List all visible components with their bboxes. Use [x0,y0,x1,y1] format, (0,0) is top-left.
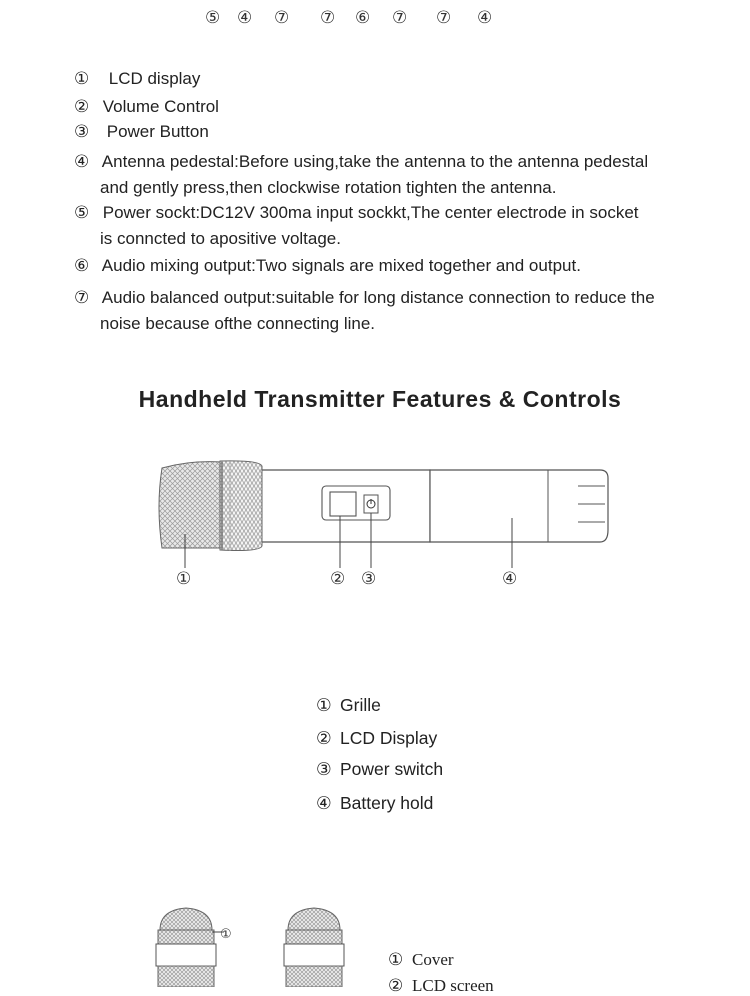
legend-item [388,976,494,996]
receiver-callout-row [0,8,750,32]
legend-item [74,94,219,120]
legend-item [316,793,433,814]
legend-text: Grille [340,695,381,715]
mic-callout-battery: ④ [502,569,518,589]
legend-item [74,119,209,145]
legend-item [74,285,655,337]
legend-text: Power sockt:DC12V 300ma input sockkt,The center electrode in socket [102,203,639,222]
callout-number: ⑦ [320,8,336,28]
legend-text: LCD display [108,69,201,88]
legend-item [316,695,381,716]
legend-text: Cover [412,950,454,969]
legend-item [388,950,454,970]
legend-item [316,759,443,780]
legend-item [316,728,437,749]
legend-text: Volume Control [102,97,219,116]
callout-number: ④ [237,8,253,28]
legend-number: ③ [316,760,332,780]
handheld-mic-diagram [150,456,620,596]
legend-number: ⑦ [74,288,90,308]
legend-item [74,149,648,201]
callout-number: ⑦ [274,8,290,28]
legend-item [74,200,639,252]
legend-text-continued: is conncted to apositive voltage. [100,229,341,248]
legend-number: ⑥ [74,256,90,276]
legend-number: ② [74,97,90,117]
legend-text: Audio balanced output:suitable for long distance connection to reduce the [101,288,655,307]
callout-number: ⑦ [436,8,452,28]
mic-heads-diagram [150,900,390,987]
callout-number: ⑤ [205,8,221,28]
legend-number: ② [316,729,332,749]
small-mic-callout: ① [220,927,232,942]
legend-number: ① [74,69,90,89]
legend-text-continued: and gently press,then clockwise rotation tighten the antenna. [100,178,557,197]
legend-number: ③ [74,122,90,142]
mic-callout-grille: ① [176,569,192,589]
legend-number: ① [388,950,404,970]
mic-callout-power: ③ [361,569,377,589]
legend-item [74,253,581,279]
mic-callout-lcd: ② [330,569,346,589]
legend-text: Power Button [106,122,209,141]
legend-number: ② [388,976,404,996]
legend-text: Power switch [340,759,444,779]
legend-text: Battery hold [340,793,434,813]
legend-number: ⑤ [74,203,90,223]
legend-text: LCD screen [412,976,494,995]
legend-number: ④ [74,152,90,172]
legend-item [74,66,200,92]
legend-number: ④ [316,794,332,814]
callout-number: ⑦ [392,8,408,28]
callout-number: ⑥ [355,8,371,28]
section-title: Handheld Transmitter Features & Controls [138,386,622,412]
legend-text: Audio mixing output:Two signals are mixed together and output. [101,256,581,275]
legend-text: LCD Display [340,728,438,748]
callout-number: ④ [477,8,493,28]
legend-text-continued: noise because ofthe connecting line. [100,314,376,333]
legend-text: Antenna pedestal:Before using,take the antenna to the antenna pedestal [101,152,649,171]
legend-number: ① [316,696,332,716]
